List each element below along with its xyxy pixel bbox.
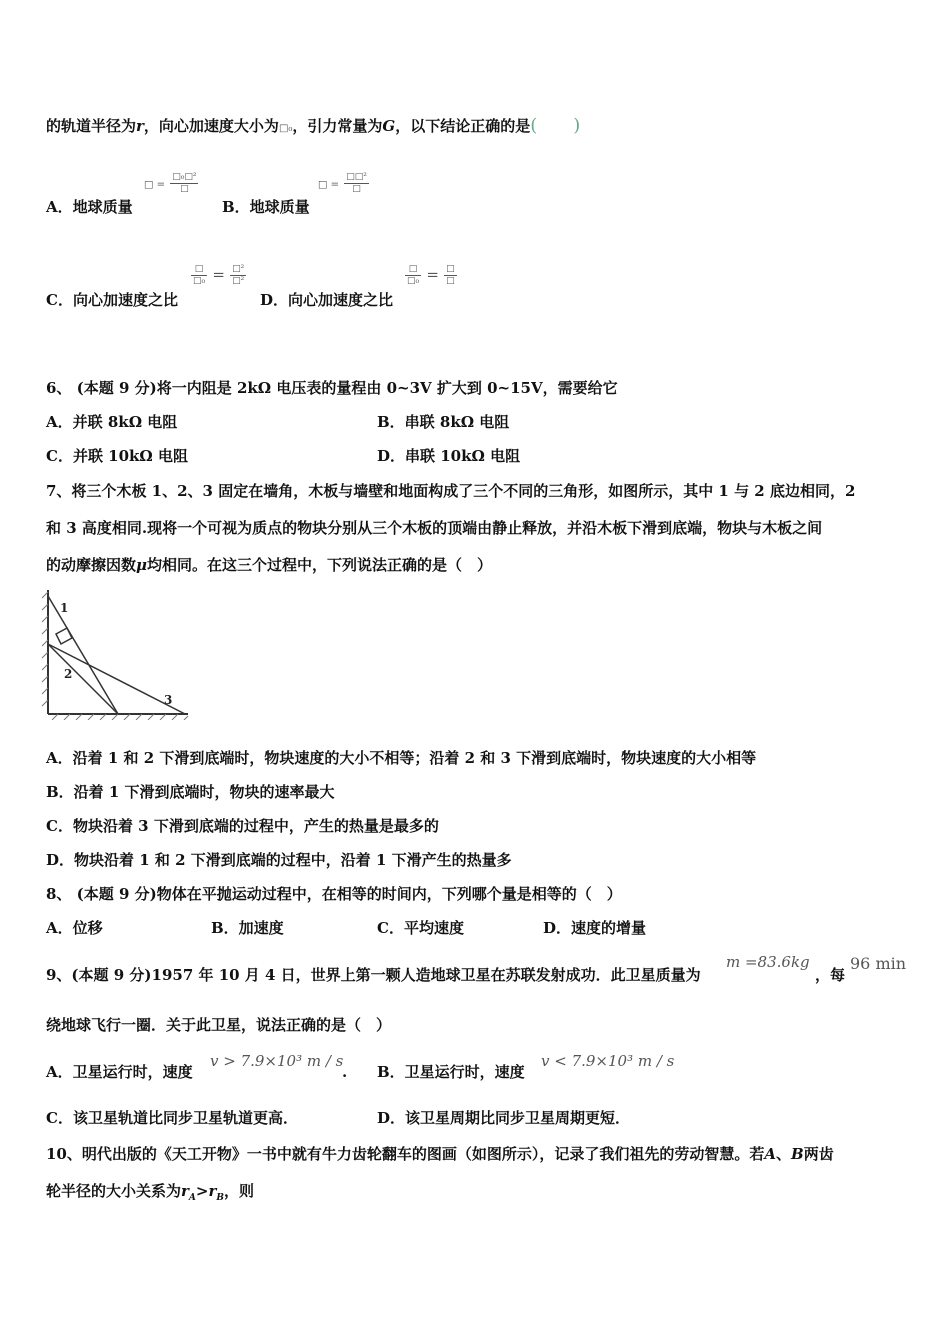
q5-option-b-lhs: □ = <box>318 179 340 191</box>
q5-option-d-f2-num: □ <box>446 264 455 274</box>
q5-option-d <box>260 290 393 310</box>
q6-option-b: B．串联 8kΩ 电阻 <box>377 413 510 431</box>
q5-option-d-f1-den: □₀ <box>407 276 420 286</box>
q9-option-b <box>377 1062 525 1082</box>
q8-option-c: C．平均速度 <box>377 919 464 937</box>
q5-option-a <box>46 197 133 217</box>
q5-option-a-label: A．地球质量 <box>46 198 133 216</box>
q5-option-d-formula <box>405 264 457 287</box>
q7-option-d: D．物块沿着 1 和 2 下滑到底端的过程中，沿着 1 下滑产生的热量多 <box>46 851 512 869</box>
q5-stem-text-c: ，引力常量为 <box>292 117 383 135</box>
q9-option-c: C．该卫星轨道比同步卫星轨道更高． <box>46 1109 298 1127</box>
q5-option-a-num: □₀□² <box>172 172 197 182</box>
q5-option-c-fraction-1 <box>191 264 207 287</box>
q10-stem-line-1 <box>46 1144 834 1164</box>
q7-figure-label-1: 1 <box>60 601 69 615</box>
q10-greater-than: > <box>195 1182 209 1200</box>
q9-stem-text-b: ，每 <box>815 966 846 984</box>
q10-separator: 、 <box>776 1145 792 1163</box>
q5-symbol-a0: □₀ <box>278 123 293 134</box>
q7-stem-line-3 <box>46 555 492 575</box>
q6-option-d: D．串联 10kΩ 电阻 <box>377 447 521 465</box>
q5-option-c <box>46 290 178 310</box>
q5-option-c-f1-num: □ <box>191 264 207 276</box>
q7-mu-symbol: μ <box>136 556 147 574</box>
q5-option-c-formula <box>191 264 246 287</box>
q5-stem <box>46 116 580 139</box>
q5-option-a-lhs: □ = <box>144 179 166 191</box>
q10-stem-line-1a: 10、明代出版的《天工开物》一书中就有牛力齿轮翻车的图画（如图所示），记录了我们祖先的劳动智慧。若 <box>46 1145 765 1163</box>
q9-option-b-label: B．卫星运行时，速度 <box>377 1063 525 1081</box>
q5-option-d-f2-den: □ <box>446 276 455 286</box>
q5-var-r: r <box>136 117 144 135</box>
q9-option-a-end: . <box>342 1063 348 1081</box>
q5-option-b-fraction <box>344 172 369 195</box>
q10-radius-rA-sub: A <box>188 1193 196 1203</box>
q10-stem-line-1b: 两齿 <box>803 1145 834 1163</box>
q5-stem-text-b: ，向心加速度大小为 <box>143 117 279 135</box>
q8-option-a: A．位移 <box>46 919 103 937</box>
q9-option-a-label: A．卫星运行时，速度 <box>46 1063 193 1081</box>
q7-figure-label-3: 3 <box>164 693 173 707</box>
q5-option-b <box>222 197 310 217</box>
q10-stem-line-2b: ，则 <box>224 1182 255 1200</box>
q10-stem-line-2 <box>46 1181 254 1208</box>
q7-stem-line-3b: 均相同。在这三个过程中，下列说法正确的是（ ） <box>147 556 493 574</box>
q9-stem-line-2: 绕地球飞行一圈．关于此卫星，说法正确的是（ ） <box>46 1016 392 1034</box>
q5-option-d-fraction-1 <box>405 264 421 287</box>
q5-option-c-fraction-2 <box>230 264 246 287</box>
q7-figure-label-2: 2 <box>64 667 73 681</box>
q5-option-c-equals: = <box>212 265 225 284</box>
q10-gear-A: A <box>764 1145 777 1163</box>
q5-stem-text-a: 的轨道半径为 <box>46 117 137 135</box>
q8-option-b: B．加速度 <box>211 919 284 937</box>
q9-option-b-expression: v < 7.9×10³ m / s <box>541 1052 675 1070</box>
q10-radius-rA: r <box>181 1182 189 1200</box>
q5-option-b-den: □ <box>352 184 361 194</box>
q10-gear-B: B <box>791 1145 804 1163</box>
q8-stem: 8、 (本题 9 分)物体在平抛运动过程中，在相等的时间内，下列哪个量是相等的（ ） <box>46 885 622 903</box>
q5-option-b-label: B．地球质量 <box>222 198 310 216</box>
q8-option-d: D．速度的增量 <box>543 919 647 937</box>
q10-radius-rB-sub: B <box>216 1193 224 1203</box>
q9-option-a <box>46 1062 193 1082</box>
q5-answer-paren: ( ) <box>530 115 581 136</box>
q6-option-a: A．并联 8kΩ 电阻 <box>46 413 178 431</box>
q5-option-b-num: □□² <box>346 172 367 182</box>
q9-mass-expression: m =83.6kg <box>726 953 810 971</box>
q5-option-d-fraction-2 <box>444 264 457 287</box>
q5-option-c-f2-den: □² <box>232 276 245 286</box>
q5-option-b-formula <box>318 172 369 196</box>
q10-radius-rB: r <box>208 1182 217 1200</box>
q5-option-c-label: C．向心加速度之比 <box>46 291 178 309</box>
q5-stem-text-d: ，以下结论正确的是 <box>395 117 531 135</box>
q7-option-c: C．物块沿着 3 下滑到底端的过程中，产生的热量是最多的 <box>46 817 439 835</box>
q6-option-c: C．并联 10kΩ 电阻 <box>46 447 189 465</box>
q9-option-d: D．该卫星周期比同步卫星周期更短． <box>377 1109 631 1127</box>
q9-stem-line-1: 9、(本题 9 分)1957 年 10 月 4 日，世界上第一颗人造地球卫星在苏联发射成功．此卫星质量为 <box>46 966 701 984</box>
q5-option-c-f1-den: □₀ <box>193 276 206 286</box>
q7-option-a: A．沿着 1 和 2 下滑到底端时，物块速度的大小不相等；沿着 2 和 3 下滑到底端时，物块速度的大小相等 <box>46 749 757 767</box>
q7-stem-line-1: 7、将三个木板 1、2、3 固定在墙角，木板与墙壁和地面构成了三个不同的三角形，如图所示，其中 1 与 2 底边相同，2 <box>46 482 856 500</box>
q5-option-a-formula <box>144 172 198 196</box>
q7-figure-inclined-boards <box>40 588 190 720</box>
q5-option-d-label: D．向心加速度之比 <box>260 291 394 309</box>
q5-option-a-fraction <box>170 172 198 195</box>
q5-var-G: G <box>382 117 396 135</box>
q5-option-d-f1-num: □ <box>405 264 421 276</box>
q10-stem-line-2a: 轮半径的大小关系为 <box>46 1182 182 1200</box>
q6-stem: 6、 (本题 9 分)将一内阻是 2kΩ 电压表的量程由 0~3V 扩大到 0~15V，需要给它 <box>46 379 618 397</box>
q5-option-a-den: □ <box>180 184 189 194</box>
q7-option-b: B．沿着 1 下滑到底端时，物块的速率最大 <box>46 783 335 801</box>
q7-stem-line-2: 和 3 高度相同.现将一个可视为质点的物块分别从三个木板的顶端由静止释放，并沿木板下滑到底端，物块与木板之间 <box>46 519 823 537</box>
q9-option-a-expression: v > 7.9×10³ m / s <box>210 1052 344 1070</box>
q5-option-c-f2-num: □² <box>232 264 245 274</box>
q5-option-d-equals: = <box>426 265 439 284</box>
q7-figure-block <box>56 628 72 644</box>
q7-stem-line-3a: 的动摩擦因数 <box>46 556 137 574</box>
q9-period-expression: 96 min <box>850 954 907 973</box>
